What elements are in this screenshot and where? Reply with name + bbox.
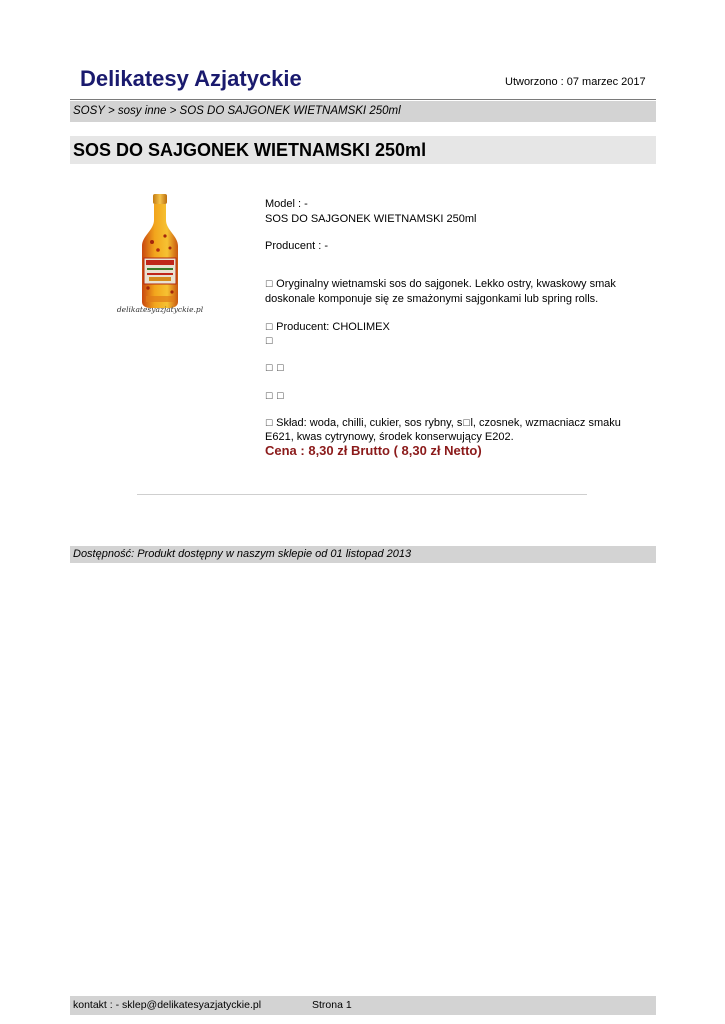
missing-glyph-icon: ☐ (276, 392, 285, 402)
composition-text-post: l, czosnek, wzmacniacz smaku (470, 417, 621, 429)
product-title-bar (70, 136, 656, 164)
missing-glyph-icon: ☐ (265, 419, 274, 429)
created-date: Utworzono : 07 marzec 2017 (505, 76, 646, 88)
composition-text-pre: Skład: woda, chilli, cukier, sos rybny, s (276, 417, 463, 429)
header-divider (70, 99, 656, 100)
availability-bar (70, 546, 656, 563)
store-title: Delikatesy Azjatyckie (80, 66, 302, 91)
producer-label: Producent : - (265, 240, 328, 252)
availability-text: Dostępność: Produkt dostępny w naszym sklepie od 01 listopad 2013 (73, 548, 412, 560)
footer (70, 996, 656, 1015)
missing-glyph-icon: ☐ (265, 392, 274, 402)
description-text-1: Oryginalny wietnamski sos do sajgonek. Lekko ostry, kwaskowy smak (276, 278, 616, 290)
missing-glyph-icon: ☐ (265, 337, 274, 347)
product-image (110, 190, 240, 315)
missing-glyph-icon: ☐ (265, 323, 274, 333)
model-name: SOS DO SAJGONEK WIETNAMSKI 250ml (265, 213, 477, 225)
empty-bullet-line (265, 389, 284, 405)
model-label: Model : - (265, 198, 308, 210)
missing-glyph-icon: ☐ (462, 419, 471, 429)
composition-line-2: E621, kwas cytrynowy, środek konserwujący E202. (265, 431, 514, 443)
producer-detail-line (265, 320, 390, 336)
bottle-cap-shape (153, 194, 167, 204)
footer-page-number: Strona 1 (312, 999, 352, 1011)
product-title: SOS DO SAJGONEK WIETNAMSKI 250ml (73, 140, 427, 160)
image-watermark: delikatesyazjatyckie.pl (116, 305, 204, 314)
producer-detail: Producent: CHOLIMEX (276, 321, 390, 333)
breadcrumb (70, 101, 656, 122)
section-divider (137, 494, 587, 495)
footer-contact: kontakt : - sklep@delikatesyazjatyckie.pl (73, 999, 262, 1011)
missing-glyph-icon: ☐ (265, 364, 274, 374)
empty-bullet-line (265, 361, 284, 377)
description-line-2: doskonale komponuje się ze smażonymi sajgonkami lub spring rolls. (265, 293, 599, 305)
missing-glyph-icon: ☐ (265, 280, 274, 290)
description-line-1 (265, 277, 616, 293)
breadcrumb-text: SOSY > sosy inne > SOS DO SAJGONEK WIETNAMSKI 250ml (73, 105, 401, 117)
missing-glyph-icon: ☐ (276, 364, 285, 374)
price: Cena : 8,30 zł Brutto ( 8,30 zł Netto) (265, 443, 482, 458)
empty-bullet-line (265, 334, 273, 350)
